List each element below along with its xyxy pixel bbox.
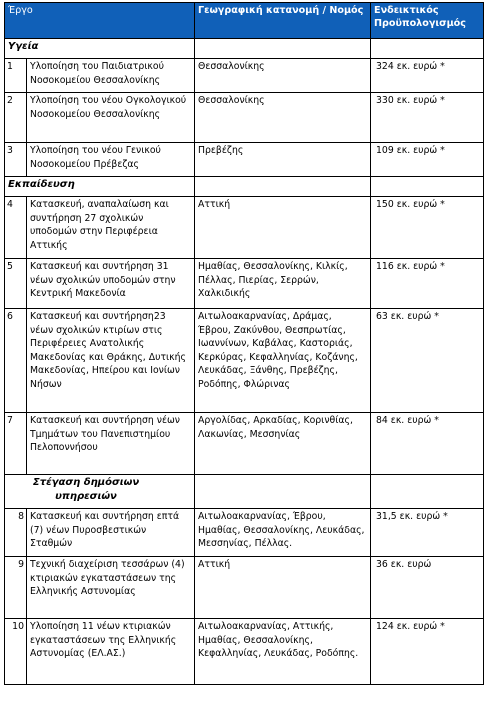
table-row	[5, 309, 484, 413]
category-row-health	[5, 39, 484, 59]
row-number: 8	[5, 509, 27, 557]
row-project: Υλοποίηση του νέου Ογκολογικού Νοσοκομείου Θεσσαλονίκης	[27, 93, 195, 143]
row-region: Αιτωλοακαρνανίας, Έβρου, Ημαθίας, Θεσσαλονίκης, Λευκάδας, Μεσσηνίας, Πέλλας.	[195, 509, 371, 557]
row-number: 4	[5, 197, 27, 259]
row-project: Κατασκευή και συντήρηση23 νέων σχολικών κτιρίων στις Περιφέρειες Ανατολικής Μακεδονίας και Θράκης, Δυτικής Μακεδονίας, Ηπείρου και Ιονίων Νήσων	[27, 309, 195, 413]
row-number: 3	[5, 143, 27, 177]
table-header-row	[5, 3, 484, 39]
row-project: Κατασκευή και συντήρηση νέων Τμημάτων του Πανεπιστημίου Πελοποννήσου	[27, 413, 195, 475]
table-row	[5, 93, 484, 143]
row-project: Κατασκευή, αναπαλαίωση και συντήρηση 27 σχολικών υποδομών στην Περιφέρεια Αττικής	[27, 197, 195, 259]
row-region: Αργολίδας, Αρκαδίας, Κορινθίας, Λακωνίας, Μεσσηνίας	[195, 413, 371, 475]
row-region: Αιτωλοακαρνανίας, Δράμας, Έβρου, Ζακύνθου, Θεσπρωτίας, Ιωαννίνων, Καβάλας, Καστοριάς, Κερκύρας, Κεφαλληνίας, Κοζάνης, Λευκάδας, Ξάνθης, Πρεβέζης, Ροδόπης, Φλώρινας	[195, 309, 371, 413]
row-budget: 109 εκ. ευρώ *	[371, 143, 484, 177]
table-row	[5, 557, 484, 619]
row-number: 7	[5, 413, 27, 475]
row-budget: 116 εκ. ευρώ *	[371, 259, 484, 309]
row-region: Θεσσαλονίκης	[195, 93, 371, 143]
category-label: Εκπαίδευση	[5, 177, 195, 197]
table-row	[5, 259, 484, 309]
row-project: Κατασκευή και συντήρηση επτά (7) νέων Πυροσβεστικών Σταθμών	[27, 509, 195, 557]
row-project: Υλοποίηση 11 νέων κτιριακών εγκαταστάσεων της Ελληνικής Αστυνομίας (ΕΛ.ΑΣ.)	[27, 619, 195, 685]
category-row-housing	[5, 475, 484, 509]
projects-table	[4, 2, 484, 685]
row-budget: 31,5 εκ. ευρώ *	[371, 509, 484, 557]
table-row	[5, 59, 484, 93]
header-region: Γεωγραφική κατανομή / Νομός	[195, 3, 371, 39]
row-budget: 324 εκ. ευρώ *	[371, 59, 484, 93]
category-row-education	[5, 177, 484, 197]
row-project: Υλοποίηση του νέου Γενικού Νοσοκομείου Πρέβεζας	[27, 143, 195, 177]
row-budget: 36 εκ. ευρώ	[371, 557, 484, 619]
row-region: Αττική	[195, 557, 371, 619]
row-number: 2	[5, 93, 27, 143]
row-region: Πρεβέζης	[195, 143, 371, 177]
row-region: Ημαθίας, Θεσσαλονίκης, Κιλκίς, Πέλλας, Πιερίας, Σερρών, Χαλκιδικής	[195, 259, 371, 309]
header-budget: Ενδεικτικός Προϋπολογισμός	[371, 3, 484, 39]
row-number: 6	[5, 309, 27, 413]
row-budget: 330 εκ. ευρώ *	[371, 93, 484, 143]
category-label: Στέγαση δημόσιων υπηρεσιών	[5, 475, 195, 509]
row-number: 5	[5, 259, 27, 309]
row-region: Θεσσαλονίκης	[195, 59, 371, 93]
header-project: Έργο	[5, 3, 195, 39]
category-label: Υγεία	[5, 39, 195, 59]
table-row	[5, 197, 484, 259]
row-project: Κατασκευή και συντήρηση 31 νέων σχολικών υποδομών στην Κεντρική Μακεδονία	[27, 259, 195, 309]
row-region: Αττική	[195, 197, 371, 259]
row-project: Υλοποίηση του Παιδιατρικού Νοσοκομείου Θεσσαλονίκης	[27, 59, 195, 93]
table-row	[5, 413, 484, 475]
row-number: 1	[5, 59, 27, 93]
table-row	[5, 509, 484, 557]
row-number: 10	[5, 619, 27, 685]
row-budget: 84 εκ. ευρώ *	[371, 413, 484, 475]
row-region: Αιτωλοακαρνανίας, Αττικής, Ημαθίας, Θεσσαλονίκης, Κεφαλληνίας, Λευκάδας, Ροδόπης.	[195, 619, 371, 685]
row-budget: 124 εκ. ευρώ *	[371, 619, 484, 685]
table-row	[5, 619, 484, 685]
table-row	[5, 143, 484, 177]
row-number: 9	[5, 557, 27, 619]
row-budget: 63 εκ. ευρώ *	[371, 309, 484, 413]
row-budget: 150 εκ. ευρώ *	[371, 197, 484, 259]
row-project: Τεχνική διαχείριση τεσσάρων (4) κτιριακών εγκαταστάσεων της Ελληνικής Αστυνομίας	[27, 557, 195, 619]
